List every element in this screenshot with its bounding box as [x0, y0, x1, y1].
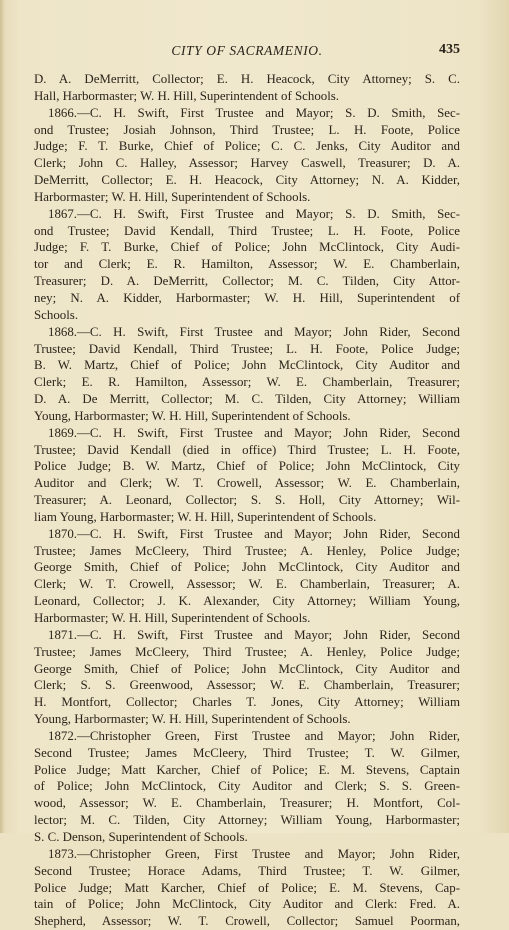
text-line: Auditor and Clerk; W. T. Crowell, Assessor; W. E. Chamberlain, — [34, 476, 460, 491]
text-line: Trustee; David Kendall (died in office) Third Trustee; L. H. Foote, — [34, 442, 460, 457]
text-line: Harbormaster; W. H. Hill, Superintendent of Schools. — [34, 611, 311, 625]
text-line: tor and Clerk; E. R. Hamilton, Assessor; W. E. Chamberlain, — [34, 257, 460, 272]
text-line: Treasurer; D. A. DeMerritt, Collector; M. C. Tilden, City Attor- — [34, 274, 460, 289]
text-line: 1873.—Christopher Green, First Trustee and Mayor; John Rider, — [48, 846, 460, 861]
text-line: Schools. — [34, 307, 79, 322]
text-line: tain of Police; John McClintock, City Auditor and Clerk: Fred. A. — [34, 897, 460, 912]
text-line: George Smith, Chief of Police; John McClintock, City Auditor and — [34, 560, 460, 575]
text-line: Second Trustee; Horace Adams, Third Trustee; T. W. Gilmer, — [34, 863, 460, 878]
text-line: Judge; F. T. Burke, Chief of Police; John McClintock, City Audi- — [34, 240, 460, 255]
text-line: 1871.—C. H. Swift, First Trustee and Mayor; John Rider, Second — [48, 627, 460, 642]
text-line: of Police; John McClintock, City Auditor and Clerk; S. S. Green- — [34, 779, 460, 794]
text-line: Trustee; James McCleery, Third Trustee; A. Henley, Police Judge; — [34, 543, 460, 558]
text-line: liam Young, Harbormaster; W. H. Hill, Superintendent of Schools. — [34, 509, 377, 524]
text-line: Police Judge; B. W. Martz, Chief of Police; John McClintock, City — [34, 459, 460, 474]
text-line: Clerk; S. S. Greenwood, Assessor; W. E. Chamberlain, Treasurer; — [34, 678, 460, 693]
text-line: ond Trustee; David Kendall, Third Trustee; L. H. Foote, Police — [34, 223, 460, 238]
running-title: CITY OF SACRAMENIO. — [171, 43, 323, 58]
page-number: 435 — [439, 42, 460, 57]
body-text — [34, 71, 460, 930]
text-line: 1866.—C. H. Swift, First Trustee and Mayor; S. D. Smith, Sec- — [48, 105, 460, 120]
page-header — [34, 43, 460, 65]
text-line: 1870.—C. H. Swift, First Trustee and Mayor; John Rider, Second — [48, 526, 460, 541]
text-line: Treasurer; A. Leonard, Collector; S. S. Holl, City Attorney; Wil- — [34, 493, 460, 508]
text-line: B. W. Martz, Chief of Police; John McClintock, City Auditor and — [34, 358, 460, 373]
text-line: Trustee; David Kendall, Third Trustee; L. H. Foote, Police Judge; — [34, 341, 460, 356]
text-line: Young, Harbormaster; W. H. Hill, Superintendent of Schools. — [34, 408, 351, 423]
text-line: 1869.—C. H. Swift, First Trustee and Mayor; John Rider, Second — [48, 425, 460, 440]
text-line: Shepherd, Assessor; W. T. Crowell, Collector; Samuel Poorman, — [34, 914, 460, 929]
text-line: DeMerritt, Collector; E. H. Heacock, City Attorney; N. A. Kidder, — [34, 173, 460, 188]
text-line: Clerk; John C. Halley, Assessor; Harvey Caswell, Treasurer; D. A. — [34, 156, 460, 171]
text-line: George Smith, Chief of Police; John McClintock, City Auditor and — [34, 661, 460, 676]
text-line: H. Montfort, Collector; Charles T. Jones, City Attorney; William — [34, 695, 460, 710]
text-line: Police Judge; Matt Karcher, Chief of Police; E. M. Stevens, Cap- — [34, 880, 460, 895]
text-line: lector; M. C. Tilden, City Attorney; William Young, Harbormaster; — [34, 813, 460, 828]
text-line: D. A. De Merritt, Collector; M. C. Tilden, City Attorney; William — [34, 392, 460, 407]
text-line: Hall, Harbormaster; W. H. Hill, Superintendent of Schools. — [34, 88, 340, 103]
text-line: wood, Assessor; W. E. Chamberlain, Treasurer; H. Montfort, Col- — [34, 796, 460, 811]
text-line: Clerk; W. T. Crowell, Assessor; W. E. Chamberlain, Treasurer; A. — [34, 577, 460, 592]
text-line: ond Trustee; Josiah Johnson, Third Trustee; L. H. Foote, Police — [34, 122, 460, 137]
text-line: Harbormaster; W. H. Hill, Superintendent of Schools. — [34, 189, 311, 204]
text-line: S. C. Denson, Superintendent of Schools. — [34, 829, 248, 844]
text-line: Trustee; James McCleery, Third Trustee; A. Henley, Police Judge; — [34, 644, 460, 659]
text-line: Leonard, Collector; J. K. Alexander, City Attorney; William Young, — [34, 594, 460, 609]
text-line: Young, Harbormaster; W. H. Hill, Superintendent of Schools. — [34, 712, 351, 727]
text-line: Clerk; E. R. Hamilton, Assessor; W. E. Chamberlain, Treasurer; — [34, 375, 460, 390]
text-line: Judge; F. T. Burke, Chief of Police; C. C. Jenks, City Auditor and — [34, 139, 460, 154]
text-line: 1867.—C. H. Swift, First Trustee and Mayor; S. D. Smith, Sec- — [48, 206, 460, 221]
text-line: Second Trustee; James McCleery, Third Trustee; T. W. Gilmer, — [34, 745, 460, 760]
text-line: 1868.—C. H. Swift, First Trustee and Mayor; John Rider, Second — [48, 324, 460, 339]
text-line: 1872.—Christopher Green, First Trustee and Mayor; John Rider, — [48, 728, 460, 743]
text-line: D. A. DeMerritt, Collector; E. H. Heacock, City Attorney; S. C. — [34, 72, 460, 86]
text-line: Police Judge; Matt Karcher, Chief of Police; E. M. Stevens, Captain — [34, 762, 460, 777]
text-line: ney; N. A. Kidder, Harbormaster; W. H. Hill, Superintendent of — [34, 290, 460, 305]
